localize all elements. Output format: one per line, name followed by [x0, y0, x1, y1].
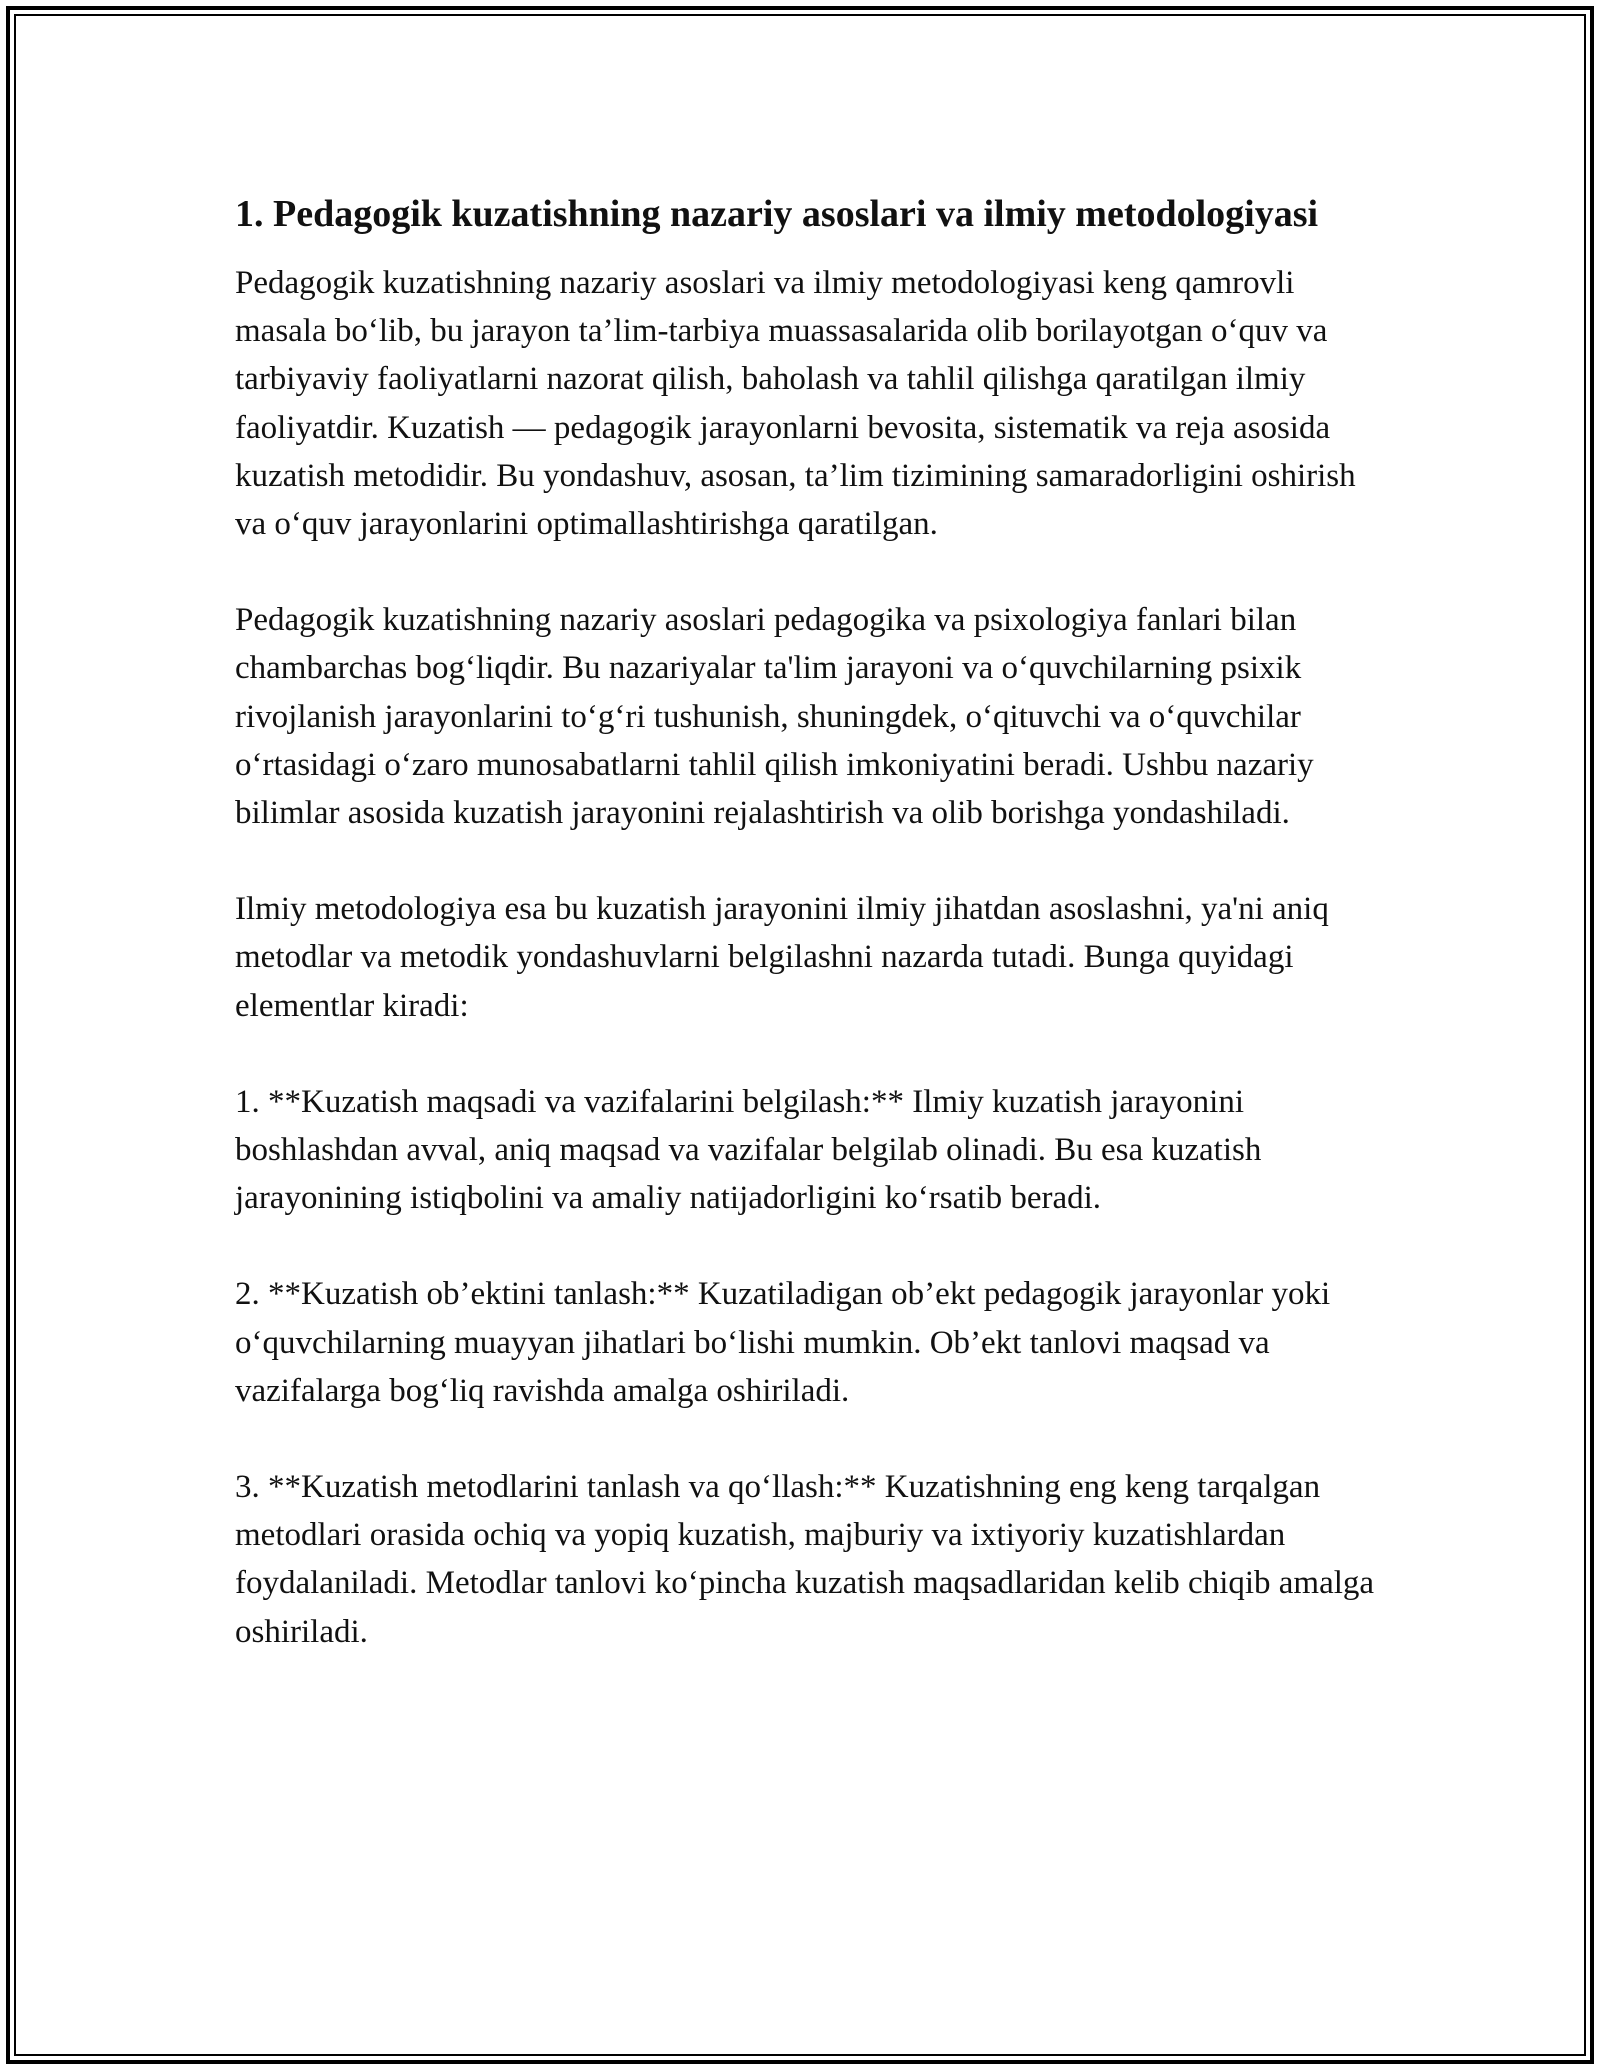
list-item-object: 2. **Kuzatish ob’ektini tanlash:** Kuzatiladigan ob’ekt pedagogik jarayonlar yoki o‘quvchilarning muayyan jihatlari bo‘lishi mumkin. Ob’ekt tanlovi maqsad va vazifalarga bog‘liq ravishda amalga oshiriladi. — [235, 1276, 1331, 1409]
list-item-goals: 1. **Kuzatish maqsadi va vazifalarini belgilash:** Ilmiy kuzatish jarayonini boshlashdan avval, aniq maqsad va vazifalar belgilab olinadi. Bu esa kuzatish jarayonining istiqbolini va amaliy natijadorligini ko‘rsatib beradi. — [235, 1083, 1262, 1217]
paragraph-intro: Pedagogik kuzatishning nazariy asoslari va ilmiy metodologiyasi keng qamrovli masala bo‘lib, bu jarayon ta’lim-tarbiya muassasalarida olib borilayotgan o‘quv va tarbiyaviy faoliyatlarni nazorat qilish, baholash va tahlil qilishga qaratilgan ilmiy faoliyatdir. Kuzatish — pedagogik jarayonlarni bevosita, sistematik va reja asosida kuzatish metodidir. Bu yondashuv, asosan, ta’lim tizimining samaradorligini oshirish va o‘quv jarayonlarini optimallashtirishga qaratilgan. — [235, 265, 1356, 543]
paragraph-theory: Pedagogik kuzatishning nazariy asoslari pedagogika va psixologiya fanlari bilan chambarchas bog‘liqdir. Bu nazariyalar ta'lim jarayoni va o‘quvchilarning psixik rivojlanish jarayonlarini to‘g‘ri tushunish, shuningdek, o‘qituvchi va o‘quvchilar o‘rtasidagi o‘zaro munosabatlarni tahlil qilish imkoniyatini beradi. Ushbu nazariy bilimlar asosida kuzatish jarayonini rejalashtirish va olib borishga yondashiladi. — [235, 602, 1314, 832]
paragraph-methodology: Ilmiy metodologiya esa bu kuzatish jarayonini ilmiy jihatdan asoslashni, ya'ni aniq metodlar va metodik yondashuvlarni belgilashni nazarda tutadi. Bunga quyidagi elementlar kiradi: — [235, 891, 1329, 1024]
document-body — [235, 186, 1375, 1704]
section-heading: 1. Pedagogik kuzatishning nazariy asoslari va ilmiy metodologiyasi — [235, 193, 1319, 235]
list-item-methods: 3. **Kuzatish metodlarini tanlash va qo‘llash:** Kuzatishning eng keng tarqalgan metodlari orasida ochiq va yopiq kuzatish, majburiy va ixtiyoriy kuzatishlardan foydalaniladi. Metodlar tanlovi ko‘pincha kuzatish maqsadlaridan kelib chiqib amalga oshiriladi. — [235, 1469, 1375, 1650]
